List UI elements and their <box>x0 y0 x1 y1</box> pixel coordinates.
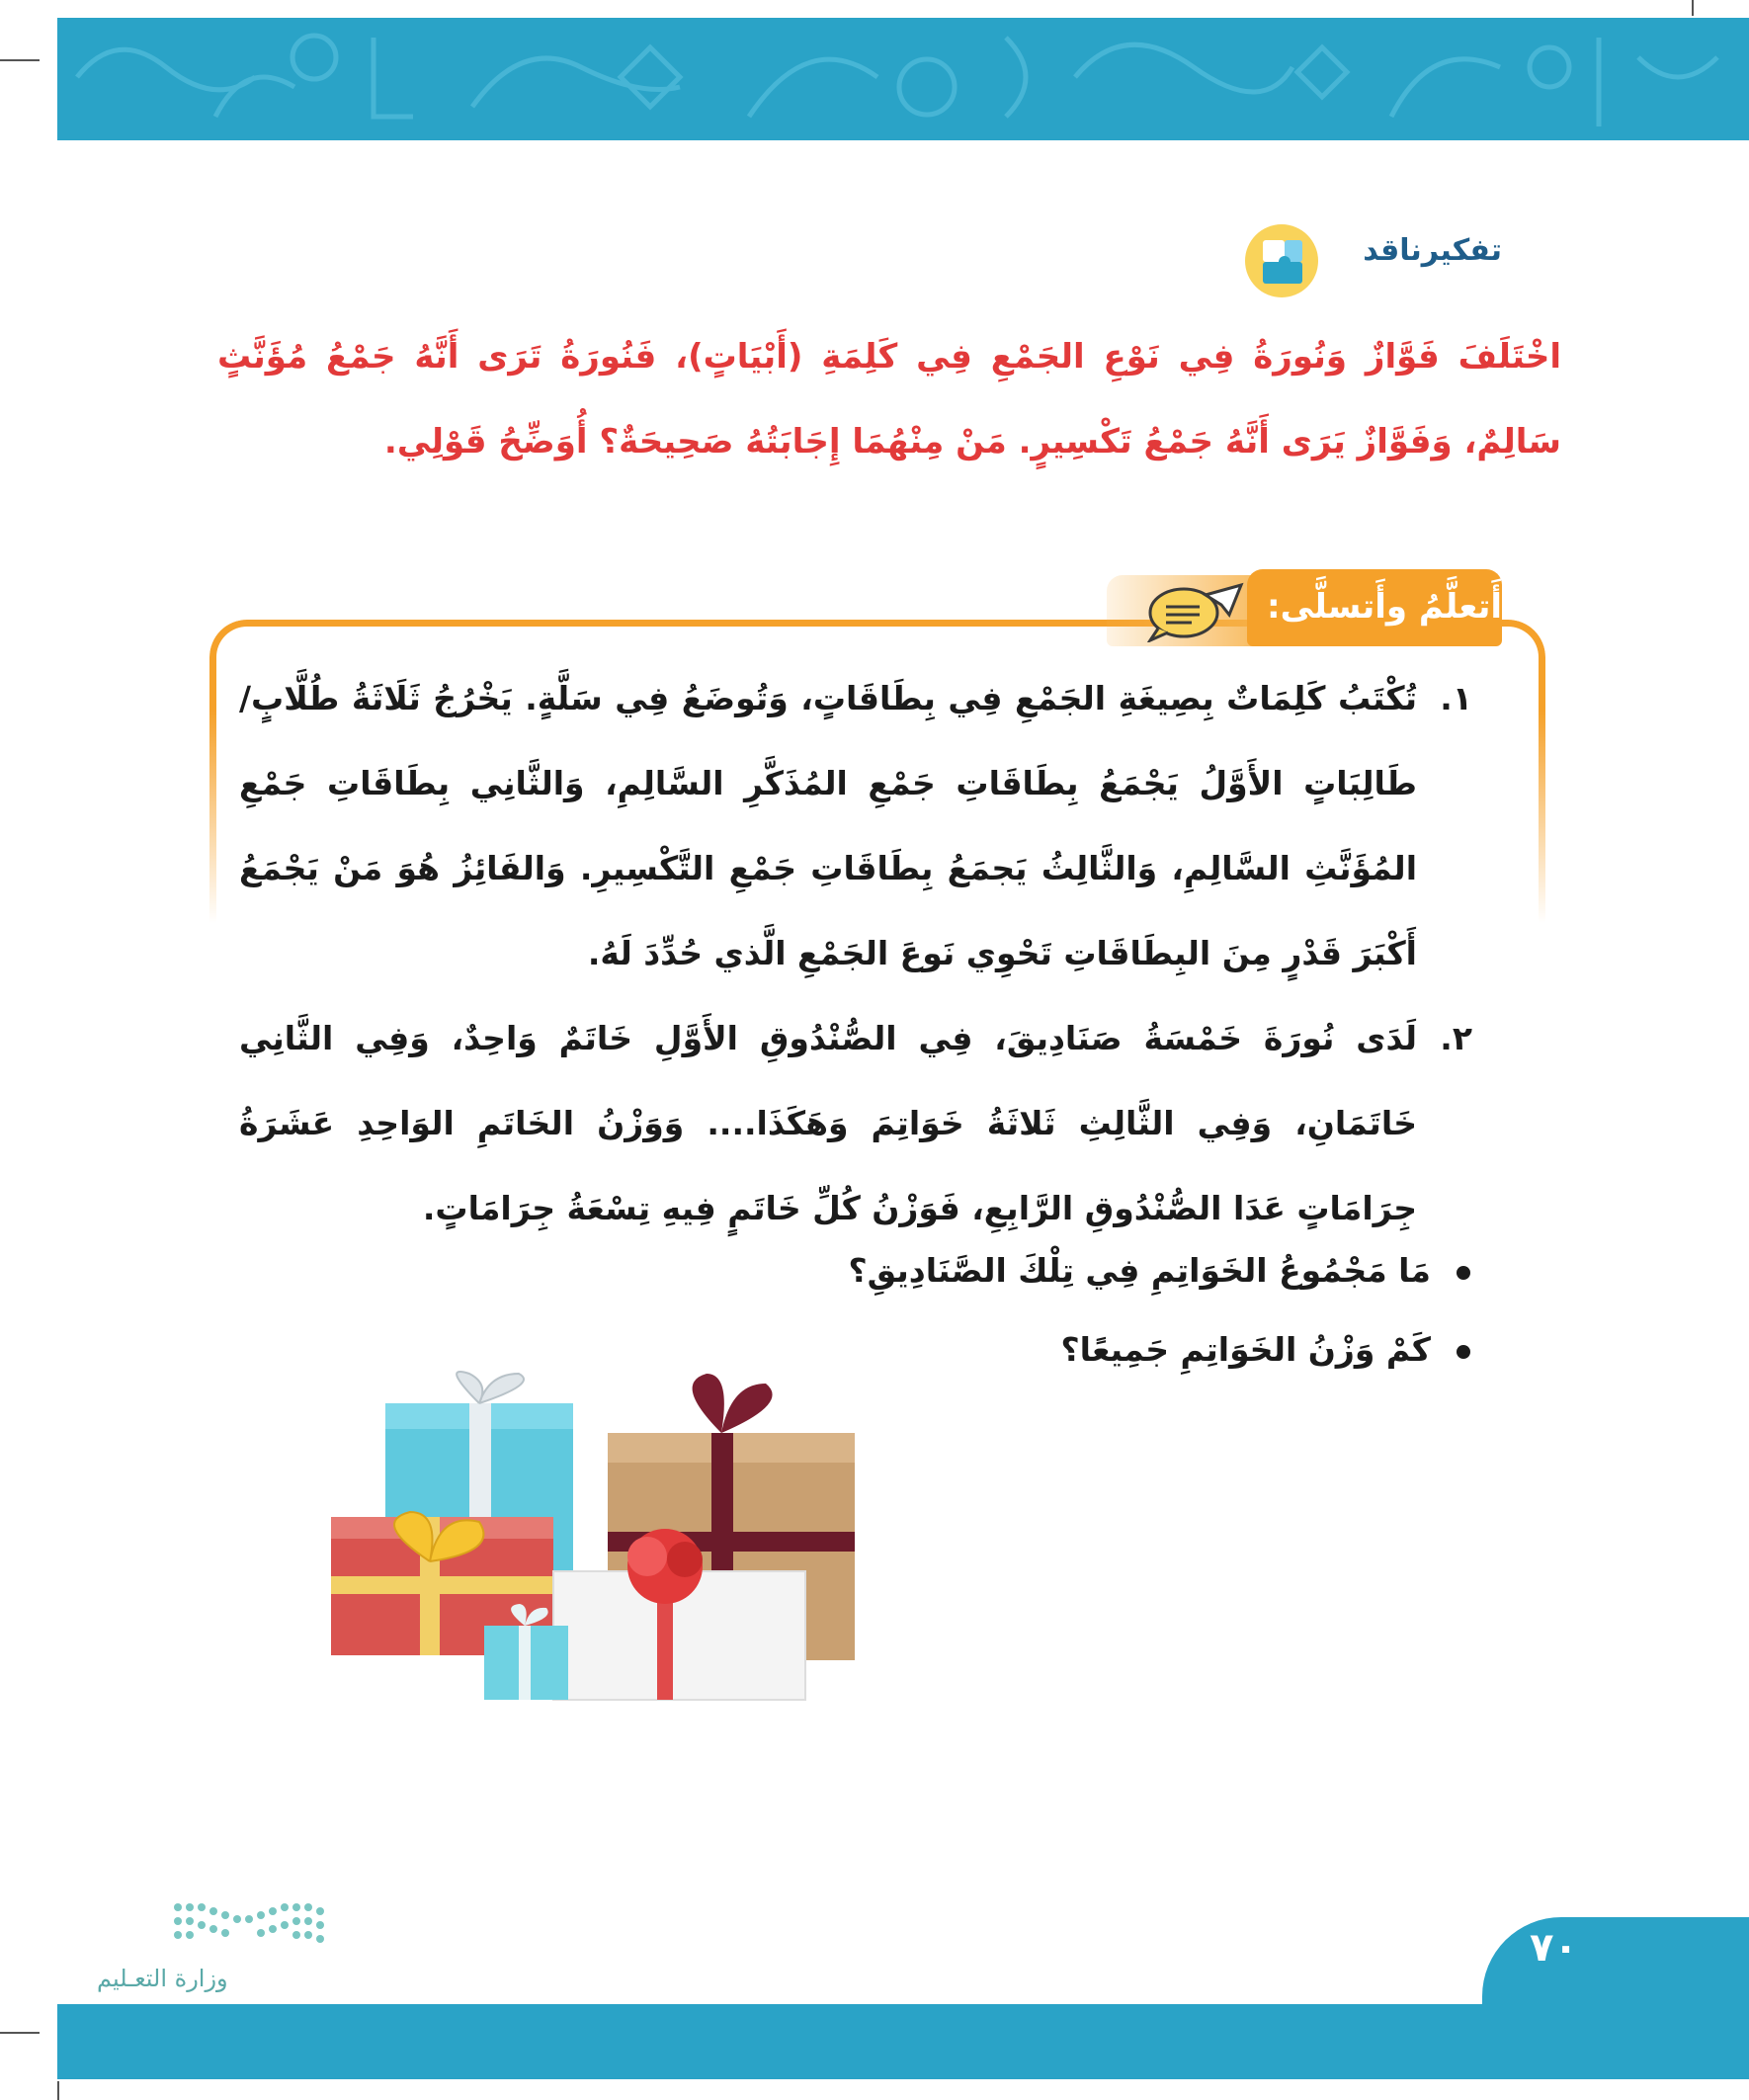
header-band <box>57 18 1749 140</box>
learn-item-1 <box>239 656 1472 996</box>
footer-band <box>57 2004 1749 2079</box>
critical-thinking-question: اخْتَلَفَ فَوَّازٌ وَنُورَةُ فِي نَوْعِ الجَمْعِ فِي كَلِمَةِ (أَبْيَاتٍ)، فَنُورَةُ تَرَى أَنَّهُ جَمْعُ مُؤَنَّثٍ سَالِمٌ، وَفَوَّازٌ يَرَى أَنَّهُ جَمْعُ تَكْسِيرٍ. مَنْ مِنْهُمَا إِجَابَتُهُ صَحِيحَةٌ؟ أُوَضِّحُ قَوْلِي. <box>217 337 1561 462</box>
ministry-name: وزارة التعـليم <box>97 1965 228 1992</box>
learn-title: أَتعلَّمُ وأَتسلَّى: <box>1266 587 1502 627</box>
page-number: ٧٠ <box>1530 1925 1578 1971</box>
bullet-text: كَمْ وَزْنُ الخَوَاتِمِ جَمِيعًا؟ <box>1060 1330 1431 1369</box>
gift-boxes-illustration <box>321 1364 874 1720</box>
item-text: تُكْتَبُ كَلِمَاتٌ بِصِيغَةِ الجَمْعِ فِي بِطَاقَاتٍ، وَتُوضَعُ فِي سَلَّةٍ. يَخْرُجُ ثَلَاثَةُ طُلَّابٍ/طَالِبَاتٍ الأَوَّلُ يَجْمَعُ بِطَاقَاتِ جَمْعِ المُذَكَّرِ السَّالِمِ، وَالثَّانِي بِطَاقَاتِ جَمْعِ المُؤَنَّثِ السَّالِمِ، وَالثَّالِثُ يَجمَعُ بِطَاقَاتِ جَمْعِ التَّكْسِيرِ. وَالفَائِزُ هُوَ مَنْ يَجْمَعُ أَكْبَرَ قَدْرٍ مِنَ البِطَاقَاتِ تَحْوِي نَوعَ الجَمْعِ الَّذي حُدِّدَ لَهُ. <box>239 679 1417 972</box>
crop-mark <box>0 2032 40 2034</box>
item-text: لَدَى نُورَةَ خَمْسَةُ صَنَادِيقَ، فِي الصُّنْدُوقِ الأَوَّلِ خَاتَمٌ وَاحِدٌ، وَفِي الثَّانِي خَاتَمَانِ، وَفِي الثَّالِثِ ثَلاثَةُ خَوَاتِمَ وَهَكَذَا.... وَوَزْنُ الخَاتَمِ الوَاحِدِ عَشَرَةُ جِرَامَاتٍ عَدَا الصُّنْدُوقِ الرَّابِعِ، فَوَزْنُ كُلِّ خَاتَمٍ فِيهِ تِسْعَةُ جِرَامَاتٍ. <box>239 1019 1417 1227</box>
crop-mark <box>0 59 40 61</box>
bullet-dot <box>1457 1345 1470 1359</box>
puzzle-icon <box>1243 222 1320 299</box>
critical-thinking-title: تفكيرناقد <box>1363 233 1502 268</box>
bullet-question-2 <box>1060 1330 1470 1369</box>
crop-mark <box>57 2081 59 2100</box>
crop-mark <box>1692 0 1694 16</box>
chat-bubble-icon <box>1136 581 1245 642</box>
bullet-dot <box>1457 1266 1470 1280</box>
item-number: ١. <box>1440 679 1472 717</box>
bullet-text: مَا مَجْمُوعُ الخَوَاتِمِ فِي تِلْكَ الصَّنَادِيقِ؟ <box>848 1251 1431 1290</box>
bullet-question-1 <box>849 1251 1470 1290</box>
ministry-logo-icon <box>168 1897 336 1957</box>
item-number: ٢. <box>1440 1019 1472 1057</box>
page-number-tab <box>1482 1917 1749 2016</box>
calligraphy-pattern <box>57 18 1749 140</box>
learn-item-2 <box>239 996 1472 1251</box>
